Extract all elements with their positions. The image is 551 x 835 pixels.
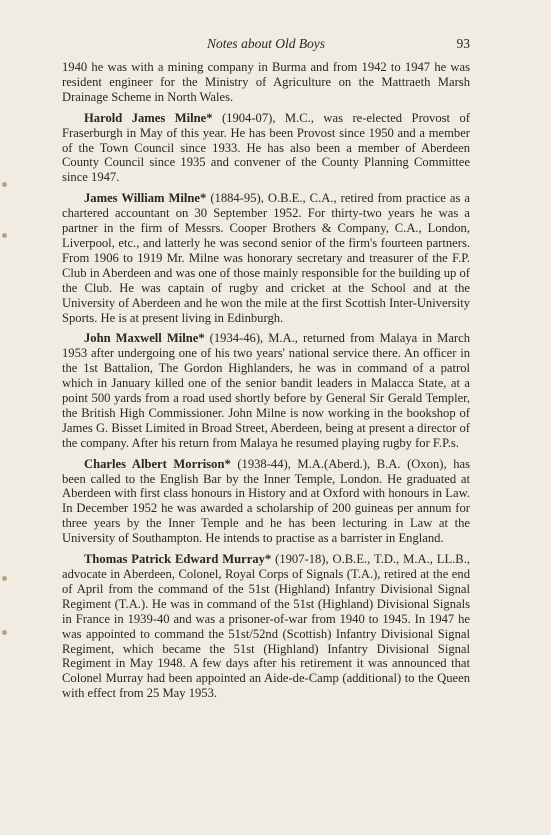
entry-name: John Maxwell Milne* (84, 331, 205, 346)
entry-name: James William Milne* (84, 191, 207, 206)
entry-text: (1938-44), M.A.(Aberd.), B.A. (Oxon), has been called to the English Bar by the Inner Temple, London. He graduated at Aberdeen with first class honours in History and at Oxford with honours in Law. In December 1952 he was awarded a scholarship of 200 guineas per annum for three years by the Inner Temple and he has been lecturing in Law at the University of Southampton. He intends to practise as a barrister in England. (62, 456, 470, 546)
entry-text: (1884-95), O.B.E., C.A., retired from practice as a chartered accountant on 30 September 1952. For thirty-two years he was a partner in the firm of Messrs. Cooper Brothers & Company, C.A., London, Liverpool, etc., and latterly he was second senior of the firm's fourteen partners. From 1906 to 1919 Mr. Milne was honorary secretary and treasurer of the F.P. Club in Aberdeen and was one of those mainly responsible for the building up of the Club. He was captain of rugby and cricket at the School and at the University of Aberdeen and he won the mile at the first Scottish Inter-University Sports. He is at present living in Edinburgh. (62, 191, 470, 325)
entry-name: Charles Albert Morrison* (84, 456, 231, 471)
entry-text: (1907-18), O.B.E., T.D., M.A., LL.B., advocate in Aberdeen, Colonel, Royal Corps of Signals (T.A.), retired at the end of April from the command of the 51st (Highland) Infantry Divisional Signal Regiment (T.A.). He was in command of the 51st (Highland) Divisional Signals in France in 1939-40 and was a prisoner-of-war from 1940 to 1945. In 1947 he was appointed to command the 51st/52nd (Scottish) Infantry Divisional Signal Regiment, which became the 51st (Highland) Infantry Divisional Signal Regiment in May 1948. A few days after his retirement it was announced that Colonel Murray had been appointed an Aide-de-Camp (additional) to the Queen with effect from 25 May 1953. (62, 552, 470, 701)
paragraph-continued (62, 60, 470, 105)
margin-mark (2, 233, 7, 238)
old-boy-entry (62, 331, 470, 450)
old-boy-entry (62, 111, 470, 186)
entry-name: Thomas Patrick Edward Murray* (84, 552, 272, 567)
page-header (62, 36, 470, 54)
article-body (62, 60, 470, 701)
running-title: Notes about Old Boys (206, 36, 326, 51)
margin-mark (2, 630, 7, 635)
entry-name: Harold James Milne* (84, 110, 213, 125)
old-boy-entry (62, 552, 470, 701)
old-boy-entry (62, 191, 470, 325)
margin-mark (2, 182, 7, 187)
entry-text: (1934-46), M.A., returned from Malaya in March 1953 after undergoing one of his two years' national service there. An officer in the 1st Battalion, The Gordon Highlanders, he was in command of a patrol which in January killed one of the senior bandit leaders in Malacca State, at a point 500 yards from a road used shortly before by General Sir Gerald Templer, the British High Commissioner. John Milne is now working in the bookshop of James G. Bisset Limited in Broad Street, Aberdeen, being at present a director of the company. After his return from Malaya he resumed playing rugby for F.P.s. (62, 331, 470, 450)
page-number: 93 (456, 36, 470, 51)
entry-text: (1904-07), M.C., was re-elected Provost of Fraserburgh in May of this year. He has been Provost since 1950 and a member of the Town Council since 1933. He has also been a member of Aberdeen County Council since 1935 and convener of the County Planning Committee since 1947. (62, 110, 470, 185)
old-boy-entry (62, 457, 470, 546)
margin-mark (2, 576, 7, 581)
paragraph-text: 1940 he was with a mining company in Burma and from 1942 to 1947 he was resident engineer for the Ministry of Agriculture on the Mattraeth Marsh Drainage Scheme in North Wales. (62, 60, 470, 104)
